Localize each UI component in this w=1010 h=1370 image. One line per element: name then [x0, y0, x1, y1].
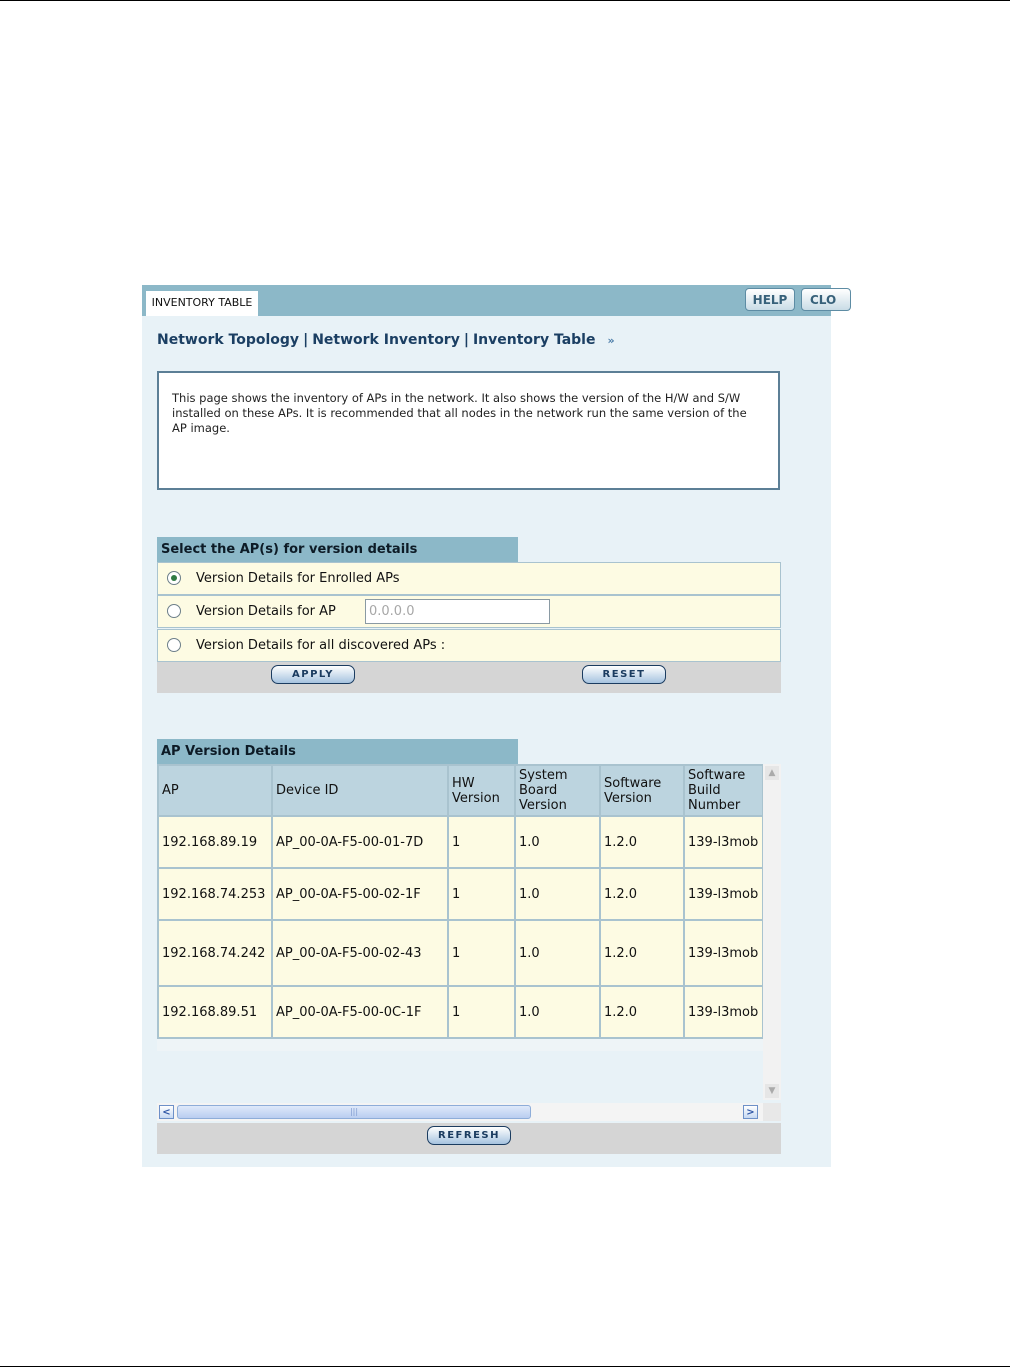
cell-hw-version: 1 [448, 920, 515, 986]
breadcrumb-separator: | [463, 332, 469, 348]
breadcrumb-inventory-table: Inventory Table [472, 332, 596, 348]
scroll-down-icon[interactable]: ▼ [765, 1084, 779, 1098]
column-header-ap: AP [158, 765, 272, 816]
option-label: Version Details for Enrolled APs [196, 571, 400, 586]
page-bottom-rule [0, 1366, 1010, 1367]
cell-software-build-number: 139-l3mob [684, 920, 763, 986]
cell-software-build-number: 139-l3mob [684, 868, 763, 920]
help-button[interactable]: HELP [745, 288, 795, 311]
option-label: Version Details for AP [196, 604, 336, 619]
double-chevron-right-icon[interactable]: » [607, 334, 615, 347]
scroll-right-icon[interactable]: > [743, 1105, 758, 1119]
column-header-system-board-version: System Board Version [515, 765, 600, 816]
table-row [158, 868, 763, 920]
cell-system-board-version: 1.0 [515, 986, 600, 1038]
cell-hw-version: 1 [448, 816, 515, 868]
cell-system-board-version: 1.0 [515, 868, 600, 920]
tab-inventory-table[interactable]: INVENTORY TABLE [146, 291, 258, 316]
apply-button[interactable]: APPLY [271, 665, 355, 684]
select-section-title: Select the AP(s) for version details [157, 537, 518, 562]
close-button[interactable]: CLO [801, 288, 851, 311]
radio-specific-ap[interactable] [167, 604, 181, 618]
cell-software-build-number: 139-l3mob [684, 986, 763, 1038]
cell-ap: 192.168.74.253 [158, 868, 272, 920]
column-header-software-version: Software Version [600, 765, 684, 816]
cell-software-version: 1.2.0 [600, 816, 684, 868]
cell-device-id: AP_00-0A-F5-00-02-43 [272, 920, 448, 986]
horizontal-scrollbar[interactable] [157, 1103, 763, 1121]
cell-ap: 192.168.74.242 [158, 920, 272, 986]
select-action-bar [157, 662, 781, 693]
cell-software-version: 1.2.0 [600, 920, 684, 986]
column-header-device-id: Device ID [272, 765, 448, 816]
breadcrumb-network-inventory[interactable]: Network Inventory [312, 332, 460, 348]
cell-software-build-number: 139-l3mob [684, 816, 763, 868]
version-table [157, 764, 764, 1039]
scroll-left-icon[interactable]: < [159, 1105, 174, 1119]
cell-device-id: AP_00-0A-F5-00-0C-1F [272, 986, 448, 1038]
cell-software-version: 1.2.0 [600, 868, 684, 920]
version-section-title: AP Version Details [157, 739, 518, 764]
page-top-rule [0, 0, 1010, 1]
tab-bar [142, 285, 837, 316]
ap-ip-input[interactable]: 0.0.0.0 [365, 599, 550, 624]
table-row [158, 920, 763, 986]
table-row [158, 816, 763, 868]
option-all-discovered-aps[interactable] [157, 629, 781, 662]
radio-enrolled-aps[interactable] [167, 571, 181, 585]
column-header-software-build-number: Software Build Number [684, 765, 763, 816]
option-label: Version Details for all discovered APs : [196, 638, 446, 653]
scroll-up-icon[interactable]: ▲ [765, 766, 779, 780]
version-table-viewport [157, 764, 763, 1051]
breadcrumb-network-topology[interactable]: Network Topology [157, 332, 300, 348]
cell-ap: 192.168.89.19 [158, 816, 272, 868]
scroll-thumb[interactable]: ||| [177, 1105, 531, 1119]
cell-system-board-version: 1.0 [515, 816, 600, 868]
cell-ap: 192.168.89.51 [158, 986, 272, 1038]
breadcrumb [157, 332, 615, 348]
inventory-window [142, 285, 837, 1167]
cell-device-id: AP_00-0A-F5-00-01-7D [272, 816, 448, 868]
column-header-hw-version: HW Version [448, 765, 515, 816]
cell-system-board-version: 1.0 [515, 920, 600, 986]
scrollbar-corner [763, 1103, 781, 1121]
cell-hw-version: 1 [448, 868, 515, 920]
radio-all-discovered-aps[interactable] [167, 638, 181, 652]
breadcrumb-separator: | [303, 332, 309, 348]
cell-software-version: 1.2.0 [600, 986, 684, 1038]
refresh-button[interactable]: REFRESH [427, 1126, 511, 1145]
cell-device-id: AP_00-0A-F5-00-02-1F [272, 868, 448, 920]
info-box [157, 371, 780, 490]
option-enrolled-aps[interactable] [157, 562, 781, 595]
table-header-row [158, 765, 763, 816]
vertical-scrollbar[interactable] [763, 764, 781, 1100]
reset-button[interactable]: RESET [582, 665, 666, 684]
cell-hw-version: 1 [448, 986, 515, 1038]
option-specific-ap[interactable] [157, 595, 781, 628]
refresh-action-bar [157, 1123, 781, 1154]
table-row [158, 986, 763, 1038]
info-text: This page shows the inventory of APs in the network. It also shows the version of the H/W and S/W installed on these APs. It is recommended that all nodes in the network run the same version of the AP image. [172, 391, 747, 435]
